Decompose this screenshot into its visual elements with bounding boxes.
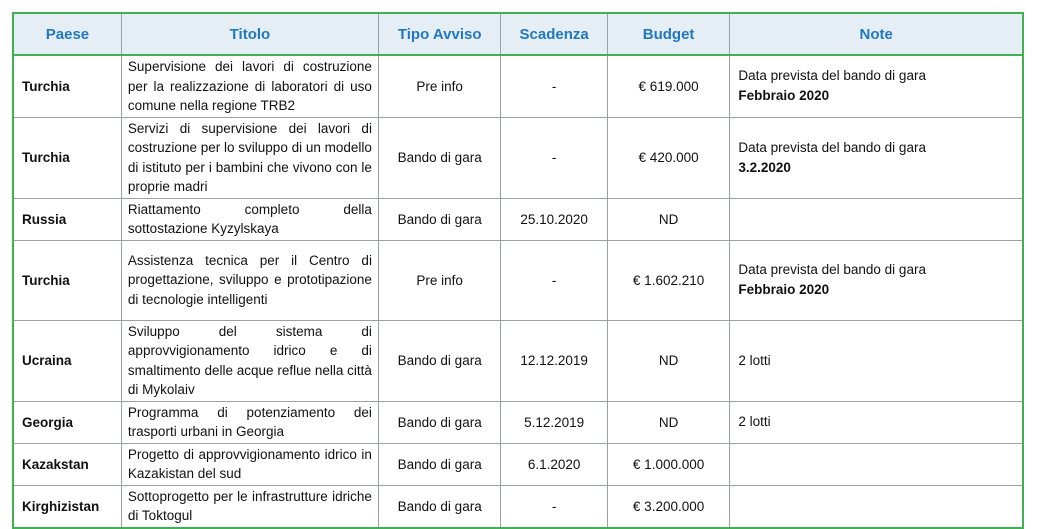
- cell-titolo: Servizi di supervisione dei lavori di costruzione per lo sviluppo di un modello di istituto per i bambini che vivono con le proprie madri: [121, 117, 378, 198]
- cell-note: [730, 320, 1022, 401]
- cell-scadenza: 5.12.2019: [501, 401, 607, 443]
- cell-titolo: Programma di potenziamento dei trasporti urbani in Georgia: [121, 401, 378, 443]
- note-text: Data prevista del bando di gara: [738, 139, 926, 155]
- cell-budget: € 619.000: [607, 55, 729, 117]
- cell-budget: € 1.602.210: [607, 240, 729, 320]
- cell-paese: Kazakstan: [14, 443, 121, 485]
- cell-paese: Turchia: [14, 117, 121, 198]
- table-row: [14, 320, 1022, 401]
- cell-scadenza: -: [501, 55, 607, 117]
- note-text: 2 lotti: [738, 414, 771, 429]
- table-row: [14, 117, 1022, 198]
- table-row: [14, 485, 1022, 527]
- note-date: 3.2.2020: [738, 159, 791, 175]
- cell-paese: Ucraina: [14, 320, 121, 401]
- cell-tipo-avviso: Pre info: [378, 55, 500, 117]
- tenders-table-frame: [12, 12, 1024, 529]
- cell-budget: ND: [607, 198, 729, 240]
- cell-budget: ND: [607, 320, 729, 401]
- table-header-row: [14, 14, 1022, 55]
- note-text: Data prevista del bando di gara: [738, 68, 926, 84]
- header-tipo-avviso: Tipo Avviso: [378, 14, 500, 55]
- cell-budget: ND: [607, 401, 729, 443]
- cell-tipo-avviso: Bando di gara: [378, 320, 500, 401]
- cell-note: [730, 198, 1022, 240]
- cell-titolo: Sviluppo del sistema di approvvigionamento idrico e di smaltimento delle acque reflue nella città di Mykolaiv: [121, 320, 378, 401]
- cell-scadenza: -: [501, 485, 607, 527]
- cell-budget: € 420.000: [607, 117, 729, 198]
- table-row: [14, 401, 1022, 443]
- cell-tipo-avviso: Bando di gara: [378, 485, 500, 527]
- cell-note: [730, 443, 1022, 485]
- cell-titolo: Riattamento completo della sottostazione Kyzylskaya: [121, 198, 378, 240]
- cell-titolo: Sottoprogetto per le infrastrutture idriche di Toktogul: [121, 485, 378, 527]
- cell-titolo: Progetto di approvvigionamento idrico in Kazakistan del sud: [121, 443, 378, 485]
- header-paese: Paese: [14, 14, 121, 55]
- table-row: [14, 443, 1022, 485]
- cell-scadenza: 12.12.2019: [501, 320, 607, 401]
- cell-titolo: Assistenza tecnica per il Centro di progettazione, sviluppo e prototipazione di tecnologie intelligenti: [121, 240, 378, 320]
- cell-scadenza: 6.1.2020: [501, 443, 607, 485]
- cell-tipo-avviso: Pre info: [378, 240, 500, 320]
- cell-paese: Kirghizistan: [14, 485, 121, 527]
- cell-scadenza: -: [501, 117, 607, 198]
- cell-note: [730, 401, 1022, 443]
- cell-note: [730, 240, 1022, 320]
- header-budget: Budget: [607, 14, 729, 55]
- cell-paese: Georgia: [14, 401, 121, 443]
- cell-tipo-avviso: Bando di gara: [378, 443, 500, 485]
- cell-tipo-avviso: Bando di gara: [378, 198, 500, 240]
- note-text: Data prevista del bando di gara: [738, 262, 926, 277]
- cell-paese: Turchia: [14, 55, 121, 117]
- cell-tipo-avviso: Bando di gara: [378, 401, 500, 443]
- cell-titolo: Supervisione dei lavori di costruzione per la realizzazione di laboratori di uso comune nella regione TRB2: [121, 55, 378, 117]
- cell-tipo-avviso: Bando di gara: [378, 117, 500, 198]
- table-row: [14, 198, 1022, 240]
- cell-budget: € 3.200.000: [607, 485, 729, 527]
- cell-scadenza: 25.10.2020: [501, 198, 607, 240]
- table-row: [14, 55, 1022, 117]
- header-note: Note: [730, 14, 1022, 55]
- cell-note: [730, 55, 1022, 117]
- note-date: Febbraio 2020: [738, 88, 830, 104]
- note-date: Febbraio 2020: [738, 282, 830, 297]
- cell-paese: Turchia: [14, 240, 121, 320]
- cell-note: [730, 117, 1022, 198]
- cell-paese: Russia: [14, 198, 121, 240]
- header-titolo: Titolo: [121, 14, 378, 55]
- cell-budget: € 1.000.000: [607, 443, 729, 485]
- tenders-table: [14, 14, 1022, 527]
- table-row: [14, 240, 1022, 320]
- note-text: 2 lotti: [738, 352, 771, 368]
- cell-scadenza: -: [501, 240, 607, 320]
- header-scadenza: Scadenza: [501, 14, 607, 55]
- cell-note: [730, 485, 1022, 527]
